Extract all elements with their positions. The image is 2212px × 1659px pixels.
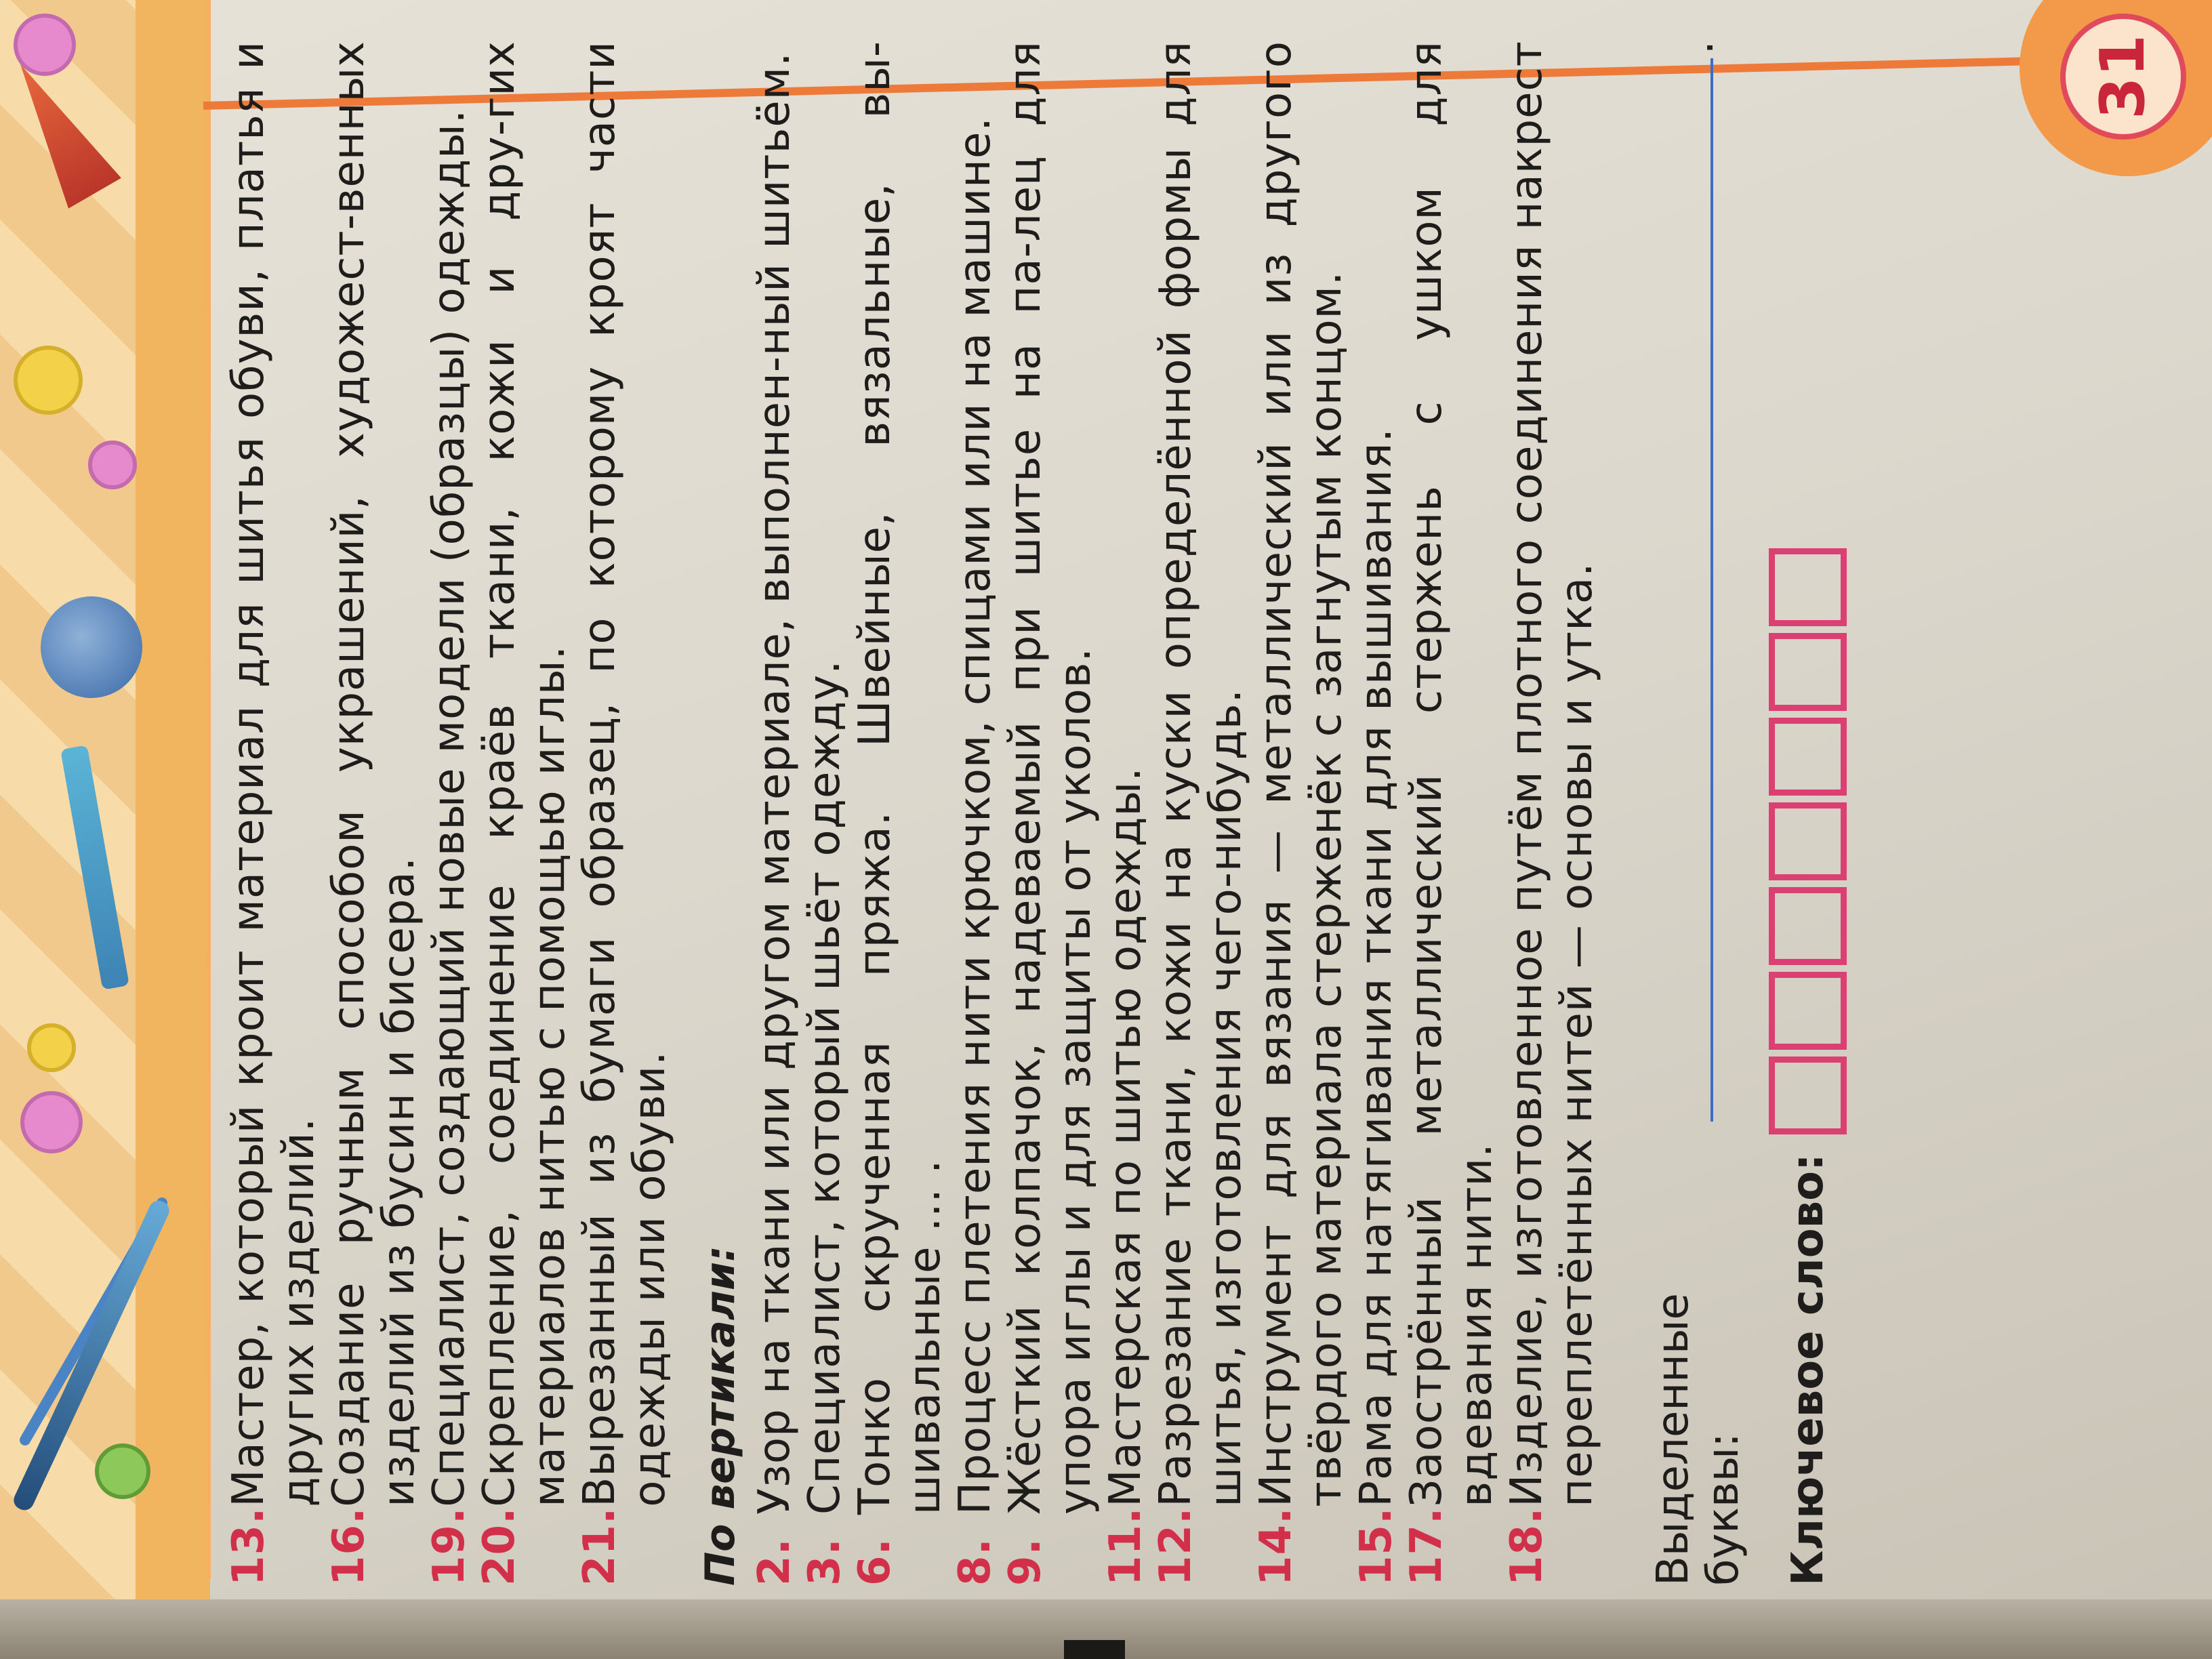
clue-number: 8. <box>950 1538 1000 1586</box>
binding-mark <box>1064 1640 1125 1659</box>
clue-number: 11. <box>1101 1507 1151 1586</box>
button-icon <box>14 346 83 415</box>
highlighted-letters-label: Выделенные буквы: <box>1648 1293 1748 1586</box>
keyword-letter-box[interactable] <box>1769 633 1847 711</box>
crossword-clues <box>224 41 2094 1586</box>
clue-text: Узор на ткани или другом материале, выполнен-ный шитьём. <box>750 52 800 1515</box>
clue-text: Процесс плетения нити крючком, спицами или на машине. <box>950 117 1000 1515</box>
clue-item <box>474 41 575 1586</box>
clue-text: Тонко скрученная пряжа. Швейные, вязальные, вы-шивальные ... . <box>850 41 950 1515</box>
button-icon <box>27 1023 76 1072</box>
clue-item <box>1401 41 1502 1586</box>
clue-text: Специалист, который шьёт одежду. <box>800 659 850 1515</box>
keyword-letter-box[interactable] <box>1769 887 1847 965</box>
vertical-clues-list <box>750 41 1602 1586</box>
clue-text: Инструмент для вязания — металлический или из другого твёрдого материала стерженёк с загнутым концом. <box>1251 41 1351 1507</box>
clue-item <box>750 41 800 1586</box>
decorative-border-edge <box>136 0 210 1599</box>
clue-number: 9. <box>1000 1538 1050 1586</box>
clue-text: Мастерская по шитью одежды. <box>1101 766 1151 1507</box>
clue-number: 12. <box>1151 1507 1201 1586</box>
clue-number: 13. <box>224 1507 274 1586</box>
keyword-letter-box[interactable] <box>1769 972 1847 1050</box>
yarn-ball-icon <box>41 596 142 698</box>
clue-item <box>1502 41 1602 1586</box>
button-icon <box>95 1443 150 1499</box>
clue-item <box>575 41 675 1586</box>
line-end-dot: . <box>1673 41 1723 55</box>
clue-item <box>1101 41 1151 1586</box>
clue-number: 21. <box>575 1507 625 1586</box>
clue-number: 2. <box>750 1538 800 1586</box>
horizontal-clues-list <box>224 41 675 1586</box>
clue-text: Рама для натягивания ткани для вышивания. <box>1351 428 1401 1507</box>
clue-item <box>800 41 850 1586</box>
keyword-letter-box[interactable] <box>1769 1057 1847 1134</box>
clue-number: 19. <box>424 1507 474 1586</box>
answer-line[interactable] <box>1711 58 1713 1122</box>
keyword-letter-box[interactable] <box>1769 718 1847 796</box>
clue-text: Изделие, изготовленное путём плотного соединения накрест переплетённых нитей — основы и утка. <box>1502 41 1602 1507</box>
clue-number: 3. <box>800 1538 850 1586</box>
clue-number: 6. <box>850 1538 900 1586</box>
button-icon <box>88 441 137 489</box>
clue-text: Заострённый металлический стержень с ушком для вдевания нити. <box>1401 41 1502 1507</box>
keyword-label: Ключевое слово: <box>1782 1153 1833 1586</box>
clue-text: Создание ручным способом украшений, художест-венных изделий из бусин и бисера. <box>324 41 424 1507</box>
clue-item <box>850 41 950 1586</box>
clue-item <box>1251 41 1351 1586</box>
page-number: 31 <box>2087 34 2159 119</box>
clue-item <box>1151 41 1251 1586</box>
clue-item <box>1351 41 1401 1586</box>
keyword-letter-box[interactable] <box>1769 802 1847 880</box>
vertical-heading: По вертикали: <box>697 1246 744 1586</box>
button-icon <box>14 14 76 76</box>
keyword-boxes <box>1769 541 1847 1134</box>
button-icon <box>20 1091 83 1153</box>
clue-text: Мастер, который кроит материал для шитья обуви, платья и других изделий. <box>224 41 324 1507</box>
clue-item <box>324 41 424 1586</box>
clue-text: Скрепление, соединение краёв ткани, кожи и дру-гих материалов нитью с помощью иглы. <box>474 41 575 1507</box>
clue-item <box>950 41 1000 1586</box>
clue-number: 17. <box>1401 1507 1452 1586</box>
page-frame-line <box>207 0 211 1579</box>
clue-number: 14. <box>1251 1507 1301 1586</box>
clue-item <box>224 41 324 1586</box>
keyword-row <box>1769 41 1847 1586</box>
clue-number: 18. <box>1502 1507 1552 1586</box>
clue-text: Разрезание ткани, кожи на куски определённой формы для шитья, изготовления чего-нибудь. <box>1151 41 1251 1507</box>
clue-text: Жёсткий колпачок, надеваемый при шитье на па-лец для упора иглы и для защиты от уколов. <box>1000 41 1101 1515</box>
clue-item <box>1000 41 1101 1586</box>
clue-item <box>424 41 474 1586</box>
clue-text: Вырезанный из бумаги образец, по которому кроят части одежды или обуви. <box>575 41 675 1507</box>
highlighted-letters-row <box>1648 41 1748 1586</box>
clue-number: 20. <box>474 1507 525 1586</box>
clue-text: Специалист, создающий новые модели (образцы) одежды. <box>424 108 474 1507</box>
keyword-letter-box[interactable] <box>1769 548 1847 626</box>
clue-number: 15. <box>1351 1507 1401 1586</box>
clue-number: 16. <box>324 1507 374 1586</box>
